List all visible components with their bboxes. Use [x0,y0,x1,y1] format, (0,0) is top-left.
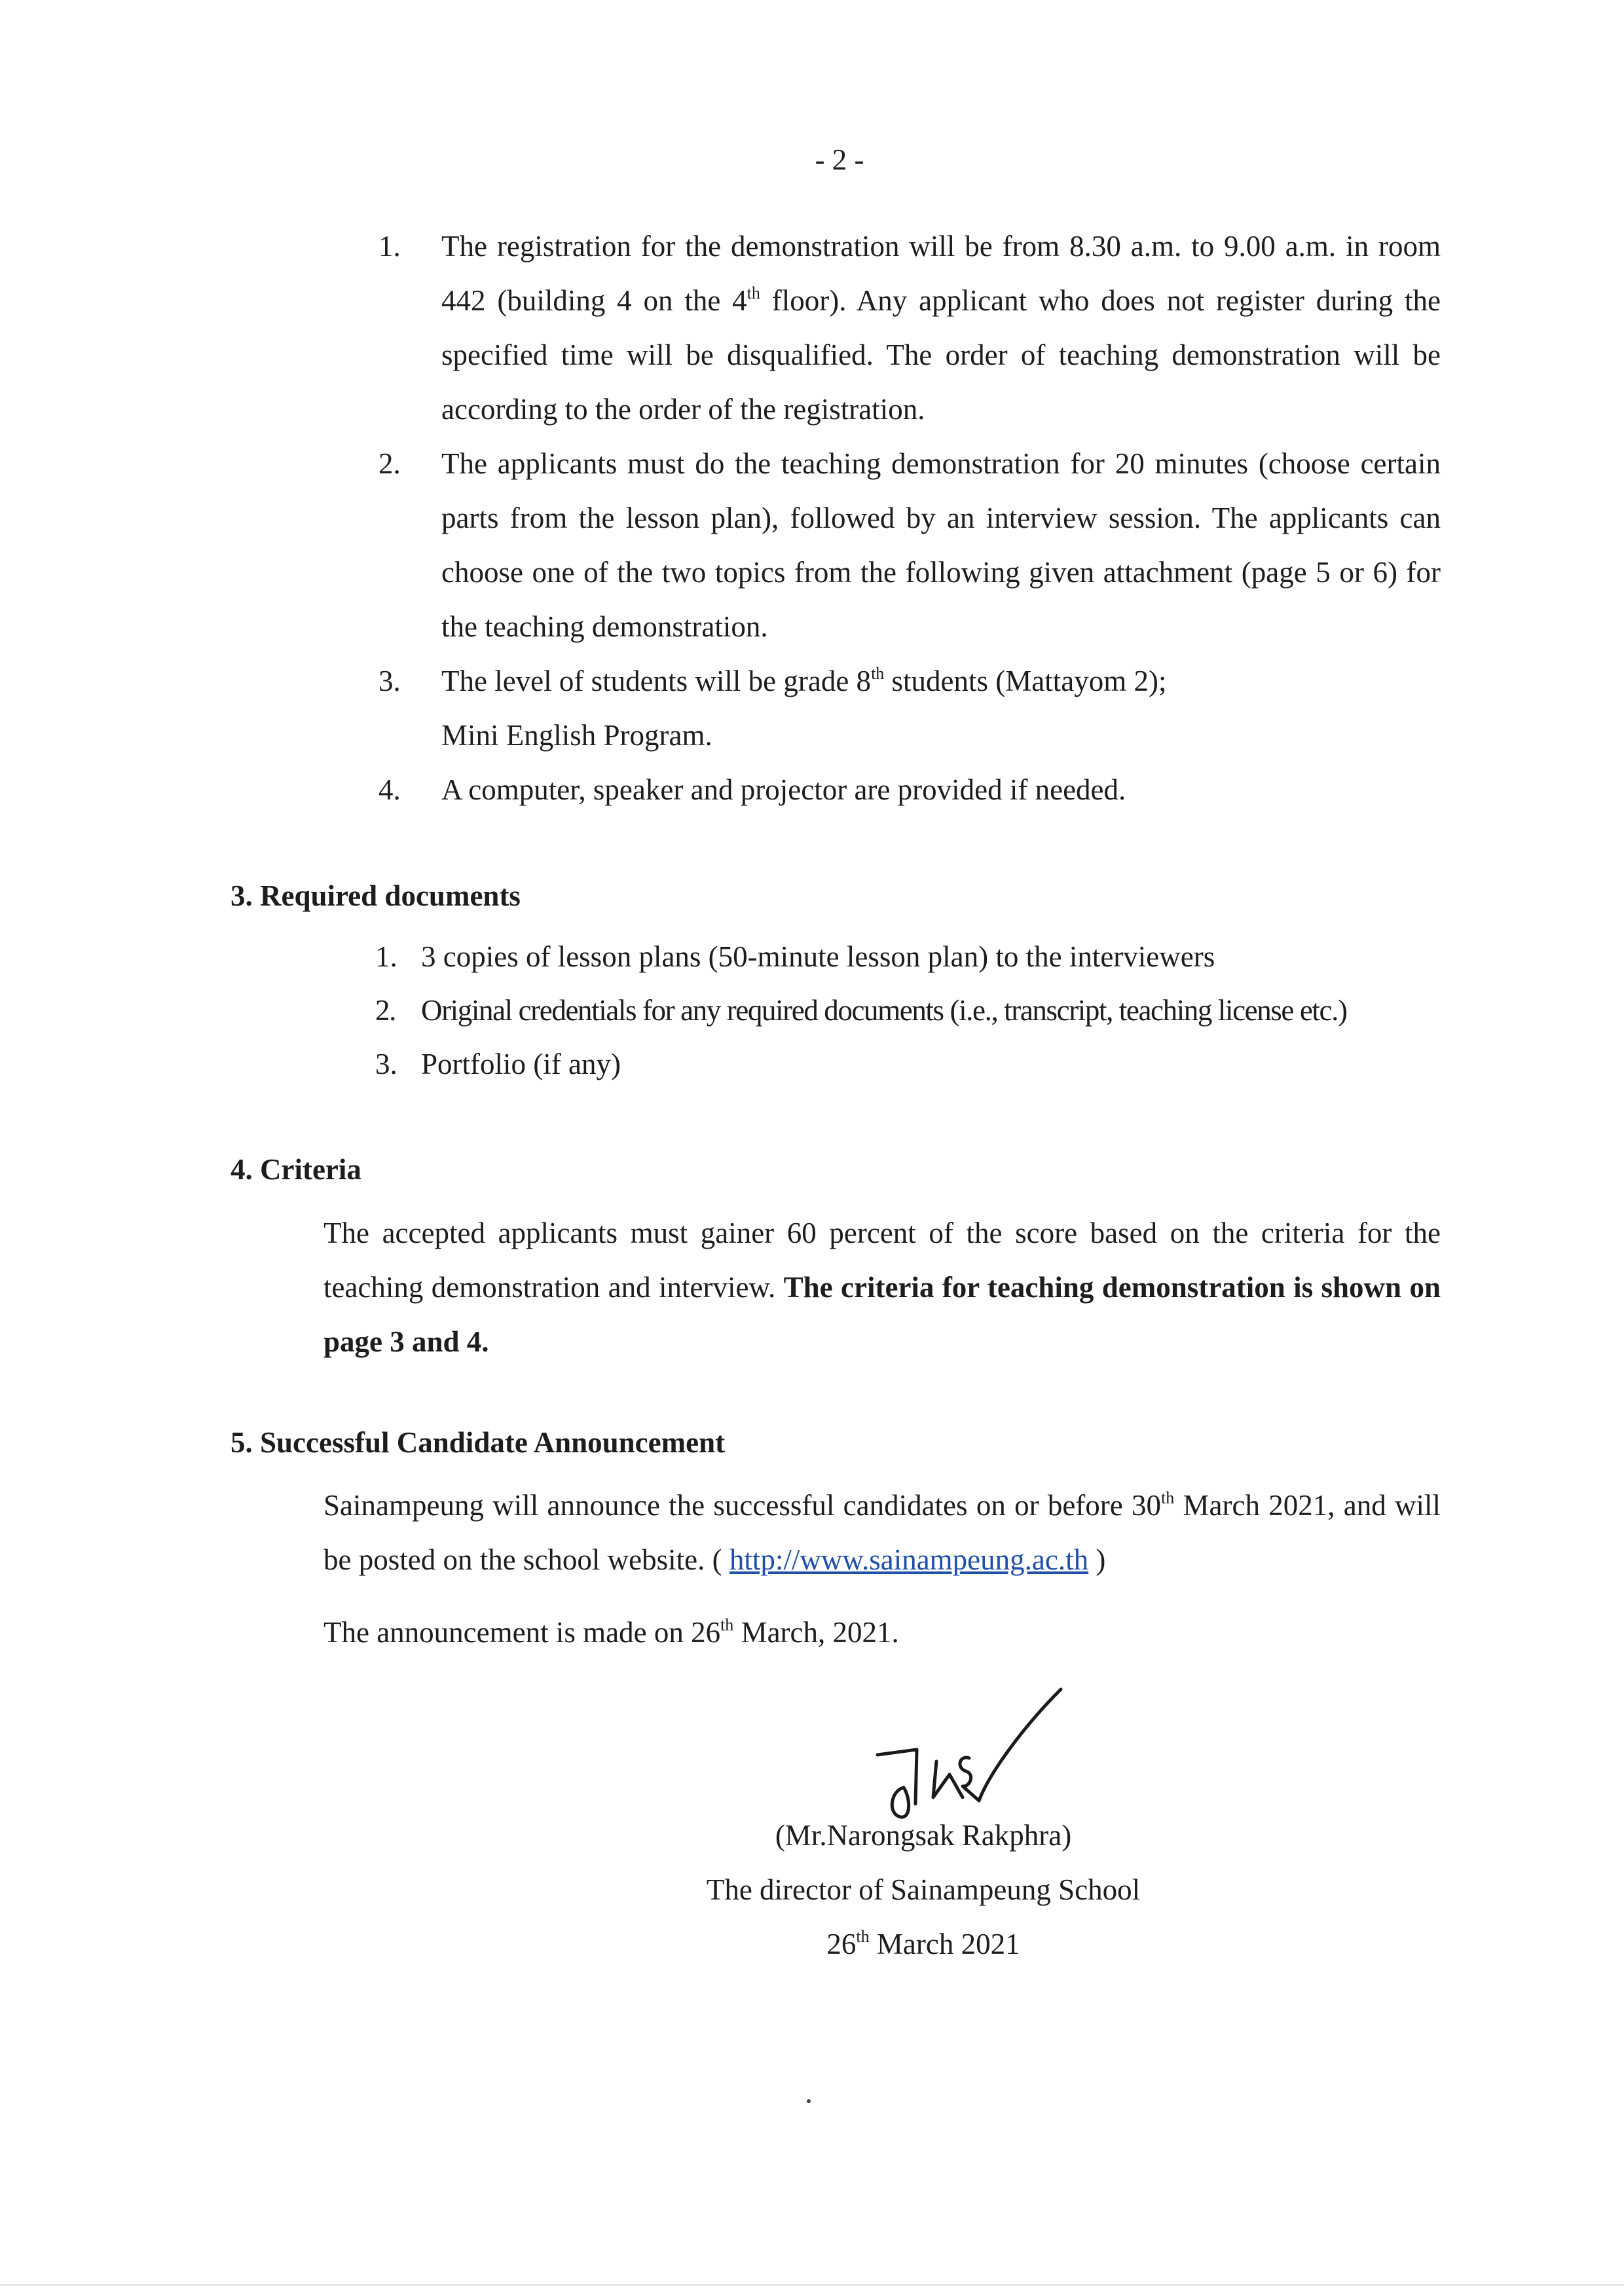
demonstration-list [378,219,1441,817]
announcement-text: Sainampeung will announce the successful candidates on or before 30 [323,1489,1162,1522]
document-item-1 [375,930,1462,983]
criteria-heading: 4. Criteria [231,1153,361,1186]
demonstration-item-4 [378,763,1441,817]
list-number: 1. [378,230,401,263]
announcement-date-text: March, 2021. [733,1616,899,1649]
announcement-paragraph [323,1478,1441,1587]
announcement-date-line [323,1606,1441,1660]
list-number: 4. [378,773,401,806]
announcement-date-text: The announcement is made on 26 [323,1616,721,1649]
item-text: Original credentials for any required documents (i.e., transcript, teaching license etc.) [421,994,1347,1027]
signature-date-rest: March 2021 [869,1928,1020,1960]
stray-mark [807,2099,811,2103]
list-number: 3. [378,665,401,697]
item-text: The registration for the demonstration will be from 8.30 a.m. to 9.00 a.m. in room 442 (building 4 on the 4 [441,230,1441,317]
list-number: 3. [375,1048,397,1080]
item-text: A computer, speaker and projector are provided if needed. [441,773,1126,806]
demonstration-item-1 [378,219,1441,437]
criteria-text: The accepted applicants must gainer 60 percent of the score based on the criteria for the teaching demonstration and interview. [323,1217,1441,1304]
required-documents-list [375,930,1462,1091]
demonstration-item-3 [378,654,1441,763]
criteria-paragraph [323,1206,1441,1369]
criteria-bold-text: The criteria for teaching demonstration is shown on page 3 and 4. [323,1271,1441,1358]
required-documents-heading: 3. Required documents [231,879,521,912]
announcement-heading: 5. Successful Candidate Announcement [231,1426,726,1459]
page-number: - 2 - [815,143,864,176]
superscript: th [747,284,760,303]
list-number: 1. [375,940,397,973]
document-item-2 [375,983,1462,1037]
item-text: The applicants must do the teaching demonstration for 20 minutes (choose certain parts from the lesson plan), followed by an interview session. The applicants can choose one of the two topics from the following given attachment (page 5 or 6) for the teaching demonstration. [441,447,1441,643]
list-number: 2. [378,447,401,480]
item-text: 3 copies of lesson plans (50-minute lesson plan) to the interviewers [421,940,1215,973]
signature-date [661,1917,1185,1972]
announcement-text: ) [1088,1543,1106,1576]
item-text-line2: Mini English Program. [441,719,712,752]
superscript: th [720,1615,734,1634]
page-bottom-edge [0,2284,1624,2286]
list-number: 2. [375,994,396,1027]
superscript: th [871,664,885,683]
item-text: students (Mattayom 2); [884,665,1167,697]
superscript: th [856,1927,870,1946]
school-website-link[interactable]: http://www.sainampeung.ac.th [729,1543,1089,1576]
signatory-name: (Mr.Narongsak Rakphra) [775,1819,1072,1852]
signatory-title: The director of Sainampeung School [706,1873,1141,1906]
demonstration-item-2 [378,437,1441,654]
item-text: floor). Any applicant who does not register during the specified time will be disqualified. The order of teaching demonstration will be according to the order of the registration. [441,284,1441,426]
superscript: th [1161,1488,1175,1507]
item-text: Portfolio (if any) [421,1048,621,1080]
document-item-3 [375,1037,1462,1091]
item-text: The level of students will be grade 8 [441,665,872,697]
announcement-text: March 2021, and will be posted on the school website. ( [323,1489,1441,1576]
signature-date-day: 26 [826,1928,857,1960]
